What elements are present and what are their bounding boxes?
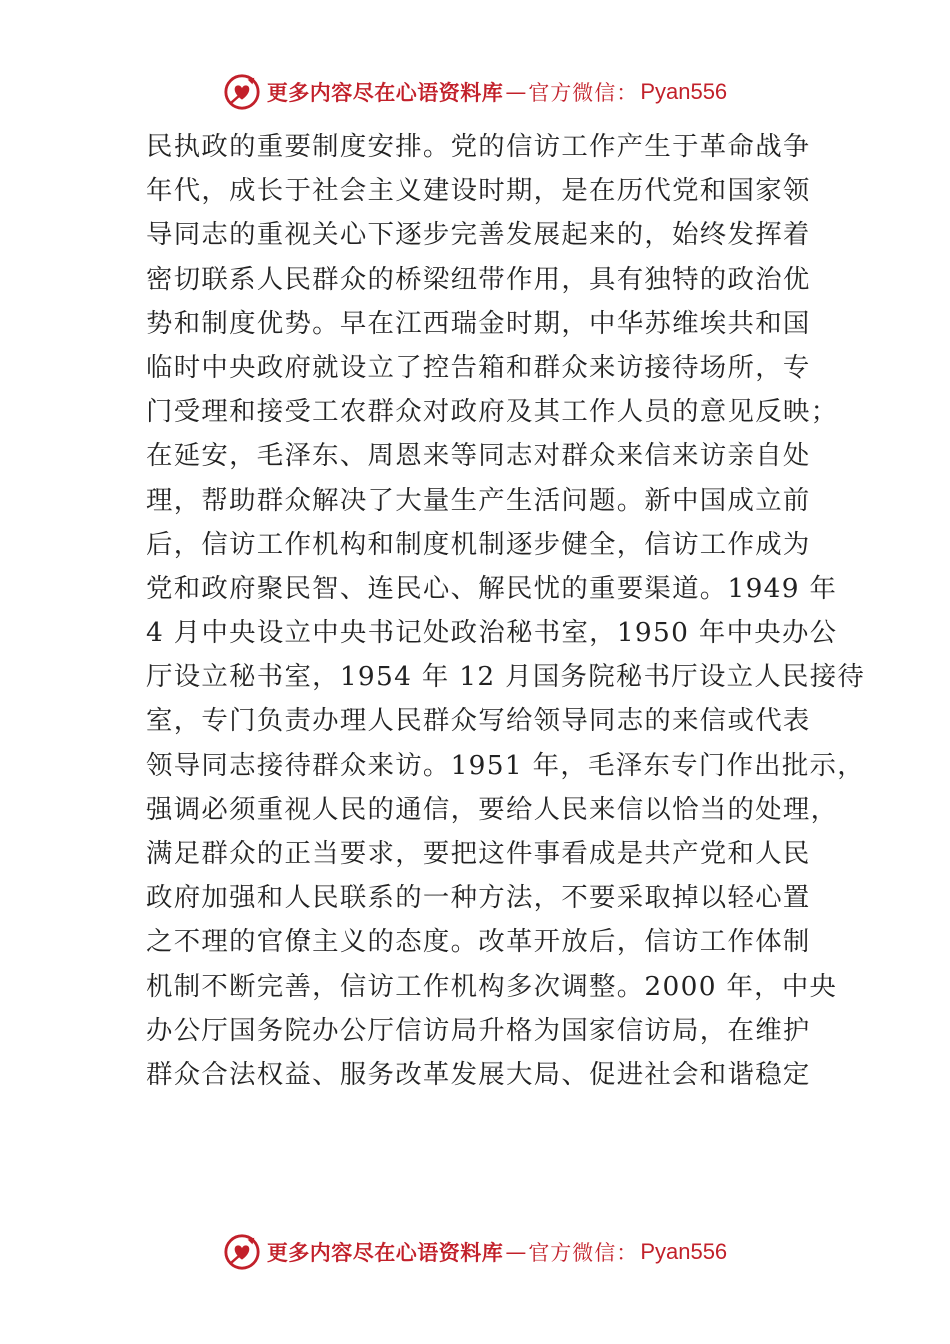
header-title: 更多内容尽在心语资料库 (266, 80, 504, 105)
text-line: 民执政的重要制度安排。党的信访工作产生于革命战争 (146, 131, 811, 162)
heart-cursor-logo (223, 73, 261, 111)
text-line: 4 月中央设立中央书记处政治秘书室，1950 年中央办公 (146, 617, 838, 649)
footer-title: 更多内容尽在心语资料库 (266, 1240, 504, 1265)
header-separator: — (505, 80, 527, 104)
header-banner (0, 70, 950, 114)
document-body (146, 125, 866, 1097)
text-line: 群众合法权益、服务改革发展大局、促进社会和谐稳定 (146, 1058, 811, 1090)
text-line: 门受理和接受工农群众对政府及其工作人员的意见反映； (146, 396, 839, 428)
text-line: 理，帮助群众解决了大量生产生活问题。新中国成立前 (146, 484, 811, 516)
text-line: 临时中央政府就设立了控告箱和群众来访接待场所，专 (146, 351, 811, 383)
text-line: 后，信访工作机构和制度机制逐步健全，信访工作成为 (146, 528, 811, 560)
text-line: 强调必须重视人民的通信，要给人民来信以恰当的处理， (146, 793, 839, 825)
heart-cursor-logo (223, 1233, 261, 1271)
header-account: Pyan556 (640, 79, 728, 104)
text-line: 室，专门负责办理人民群众写给领导同志的来信或代表 (146, 705, 811, 737)
text-line: 机制不断完善，信访工作机构多次调整。2000 年，中央 (146, 970, 838, 1002)
text-line: 党和政府聚民智、连民心、解民忧的重要渠道。1949 年 (146, 572, 838, 604)
text-line: 势和制度优势。早在江西瑞金时期，中华苏维埃共和国 (146, 307, 811, 339)
text-line: 领导同志接待群众来访。1951 年，毛泽东专门作出批示， (146, 749, 865, 781)
text-line: 导同志的重视关心下逐步完善发展起来的，始终发挥着 (146, 219, 811, 251)
text-line: 之不理的官僚主义的态度。改革开放后，信访工作体制 (146, 926, 811, 958)
footer-separator: — (505, 1240, 527, 1264)
text-line: 年代，成长于社会主义建设时期，是在历代党和国家领 (146, 175, 811, 207)
text-line: 办公厅国务院办公厅信访局升格为国家信访局，在维护 (146, 1014, 811, 1046)
footer-banner (0, 1230, 950, 1274)
header-wechat-label: 官方微信： (528, 81, 639, 105)
text-line: 厅设立秘书室，1954 年 12 月国务院秘书厅设立人民接待 (146, 661, 866, 693)
text-line: 密切联系人民群众的桥梁纽带作用，具有独特的政治优 (146, 263, 811, 295)
footer-wechat-label: 官方微信： (528, 1241, 639, 1265)
text-line: 满足群众的正当要求，要把这件事看成是共产党和人民 (146, 838, 811, 869)
footer-account: Pyan556 (640, 1239, 728, 1264)
text-line: 政府加强和人民联系的一种方法，不要采取掉以轻心置 (146, 882, 811, 914)
text-line: 在延安，毛泽东、周恩来等同志对群众来信来访亲自处 (146, 440, 811, 472)
